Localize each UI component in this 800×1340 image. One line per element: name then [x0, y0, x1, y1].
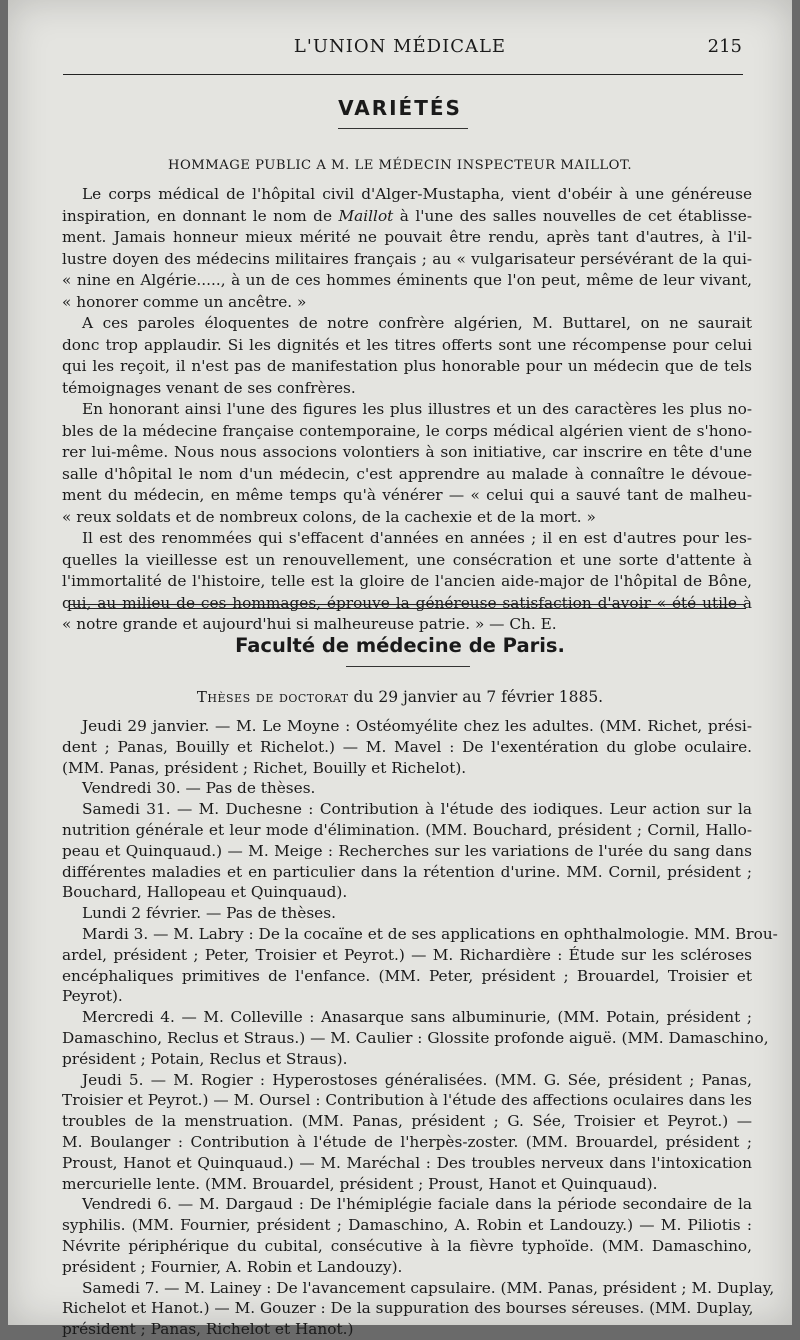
- text-line: Troisier et Peyrot.) — M. Oursel : Contribution à l'étude des affections oculaires dans les: [62, 1091, 752, 1110]
- theses-heading: [8, 688, 792, 706]
- text-line: Lundi 2 février. — Pas de thèses.: [82, 904, 336, 923]
- text-line: « nine en Algérie....., à un de ces hommes éminents que l'on peut, même de leur vivant,: [62, 271, 752, 289]
- emphasis-name: Maillot: [338, 206, 394, 225]
- journal-page: [8, 0, 792, 1339]
- section-title-varietes: VARIÉTÉS: [338, 96, 462, 120]
- theses-label: Thèses de doctorat: [196, 688, 349, 706]
- text-line: Proust, Hanot et Quinquaud.) — M. Maréchal : Des troubles nerveux dans l'intoxication: [62, 1153, 752, 1172]
- text-line: Damaschino, Reclus et Straus.) — M. Caulier : Glossite profonde aiguë. (MM. Damaschino,: [62, 1028, 769, 1047]
- theses-dates: du 29 janvier au 7 février 1885.: [353, 688, 604, 706]
- thesis-day-entry: [62, 903, 752, 924]
- text-line: Vendredi 6. — M. Dargaud : De l'hémiplégie faciale dans la période secondaire de la: [82, 1195, 752, 1214]
- text-line: qui les reçoit, il n'est pas de manifestation plus honorable pour un médecin que de tels: [62, 357, 752, 375]
- thesis-day-entry: [62, 1007, 769, 1069]
- section-title-faculte: Faculté de médecine de Paris.: [235, 634, 565, 657]
- text-line: Samedi 31. — M. Duchesne : Contribution à l'étude des iodiques. Leur action sur la: [82, 800, 752, 819]
- text-line: Peyrot).: [62, 987, 123, 1006]
- text-line: ment du médecin, en même temps qu'à vénérer — « celui qui a sauvé tant de malheu-: [62, 486, 752, 504]
- text-line: Bouchard, Hallopeau et Quinquaud).: [62, 883, 348, 902]
- text-line: A ces paroles éloquentes de notre confrère algérien, M. Buttarel, on ne saurait: [82, 314, 752, 332]
- text-line: « notre grande et aujourd'hui si malheureuse patrie. » — Ch. E.: [62, 615, 557, 633]
- article-paragraph: [62, 184, 752, 313]
- section-title-underline: [338, 128, 468, 129]
- text-line: président ; Potain, Reclus et Straus).: [62, 1049, 348, 1068]
- text-line: président ; Fournier, A. Robin et Landouzy).: [62, 1257, 403, 1276]
- text-line: Mardi 3. — M. Labry : De la cocaïne et de ses applications en ophthalmologie. MM. Brou-: [82, 925, 778, 943]
- text-line: (MM. Panas, président ; Richet, Bouilly et Richelot).: [62, 758, 467, 777]
- text-line: « honorer comme un ancêtre. »: [62, 292, 307, 311]
- text-line: lustre doyen des médecins militaires français ; au « vulgarisateur persévérant de la qui-: [62, 249, 752, 268]
- article-paragraph: [62, 399, 752, 528]
- text-line: mercurielle lente. (MM. Brouardel, président ; Proust, Hanot et Quinquaud).: [62, 1174, 658, 1193]
- text-line: Il est des renommées qui s'effacent d'années en années ; il en est d'autres pour les-: [82, 529, 752, 547]
- text-line: syphilis. (MM. Fournier, président ; Damaschino, A. Robin et Landouzy.) — M. Piliotis :: [62, 1216, 752, 1235]
- text-line: troubles de la menstruation. (MM. Panas, président ; G. Sée, Troisier et Peyrot.) —: [62, 1112, 752, 1131]
- article-paragraph: [62, 313, 752, 399]
- text-line: Névrite périphérique du cubital, consécutive à la fièvre typhoïde. (MM. Damaschino,: [62, 1236, 752, 1255]
- page-header: [8, 36, 792, 62]
- text-line: Le corps médical de l'hôpital civil d'Alger-Mustapha, vient d'obéir à une généreuse: [82, 185, 752, 203]
- text-line: Mercredi 4. — M. Colleville : Anasarque sans albuminurie, (MM. Potain, président ;: [82, 1008, 752, 1027]
- text-line: rer lui-même. Nous nous associons volontiers à son initiative, car inscrire en tête d'une: [62, 443, 752, 461]
- thesis-day-entry: [62, 924, 778, 1007]
- text-line: « reux soldats et de nombreux colons, de la cachexie et de la mort. »: [62, 507, 596, 526]
- text-line: M. Boulanger : Contribution à l'étude de l'herpès-zoster. (MM. Brouardel, président ;: [62, 1132, 752, 1151]
- running-title: L'UNION MÉDICALE: [293, 36, 507, 57]
- thesis-day-entry: [62, 778, 752, 799]
- text-line: témoignages venant de ses confrères.: [62, 378, 356, 397]
- text-line: l'immortalité de l'histoire, telle est la gloire de l'ancien aide-major de l'hôpital de Bône,: [62, 572, 752, 590]
- text-line: nutrition générale et leur mode d'élimination. (MM. Bouchard, président ; Cornil, Hallo-: [62, 820, 752, 839]
- text-line: inspiration, en donnant le nom de Maillot à l'une des salles nouvelles de cet établisse-: [62, 206, 752, 225]
- section-double-rule: [70, 604, 746, 609]
- thesis-day-entry: [62, 1070, 752, 1195]
- text-line: encéphaliques primitives de l'enfance. (MM. Peter, président ; Brouardel, Troisier et: [62, 966, 752, 985]
- thesis-day-entry: [62, 716, 752, 778]
- article-subtitle: HOMMAGE PUBLIC A M. LE MÉDECIN INSPECTEUR MAILLOT.: [167, 158, 633, 173]
- text-line: dent ; Panas, Bouilly et Richelot.) — M. Mavel : De l'exentération du globe oculaire.: [62, 737, 752, 756]
- faculty-title-underline: [346, 666, 470, 667]
- page-number: 215: [707, 36, 742, 57]
- text-line: ment. Jamais honneur mieux mérité ne pouvait être rendu, après tant d'autres, à l'il-: [62, 228, 752, 246]
- text-line: qui, au milieu de ces hommages, éprouve la généreuse satisfaction d'avoir « été utile à: [62, 593, 752, 612]
- text-line: donc trop applaudir. Si les dignités et les titres offerts sont une récompense pour celui: [62, 335, 752, 354]
- thesis-day-entry: [62, 1278, 775, 1340]
- text-line: peau et Quinquaud.) — M. Meige : Recherches sur les variations de l'urée du sang dans: [62, 841, 752, 860]
- text-line: quelles la vieillesse est un renouvellement, une consécration et une sorte d'attente à: [62, 550, 752, 569]
- text-line: Samedi 7. — M. Lainey : De l'avancement capsulaire. (MM. Panas, président ; M. Duplay,: [82, 1278, 775, 1297]
- thesis-day-entry: [62, 799, 752, 903]
- text-line: salle d'hôpital le nom d'un médecin, c'est apprendre au malade à connaître le dévoue-: [62, 464, 752, 483]
- text-line: Vendredi 30. — Pas de thèses.: [82, 779, 316, 798]
- text-line: Richelot et Hanot.) — M. Gouzer : De la suppuration des bourses séreuses. (MM. Duplay,: [62, 1299, 754, 1318]
- text-line: bles de la médecine française contemporaine, le corps médical algérien vient de s'hono-: [62, 421, 752, 440]
- text-line: ardel, président ; Peter, Troisier et Peyrot.) — M. Richardière : Étude sur les scléroses: [62, 945, 752, 964]
- header-rule: [63, 74, 743, 75]
- article-paragraph: [62, 528, 752, 636]
- text-line: Jeudi 29 janvier. — M. Le Moyne : Ostéomyélite chez les adultes. (MM. Richet, prési-: [82, 717, 752, 735]
- text-line: président ; Panas, Richelot et Hanot.): [62, 1320, 354, 1339]
- text-line: différentes maladies et en particulier dans la rétention d'urine. MM. Cornil, président ;: [62, 862, 752, 881]
- thesis-day-entry: [62, 1194, 752, 1277]
- text-line: Jeudi 5. — M. Rogier : Hyperostoses généralisées. (MM. G. Sée, président ; Panas,: [82, 1070, 752, 1089]
- text-line: En honorant ainsi l'une des figures les plus illustres et un des caractères les plus no-: [82, 400, 752, 418]
